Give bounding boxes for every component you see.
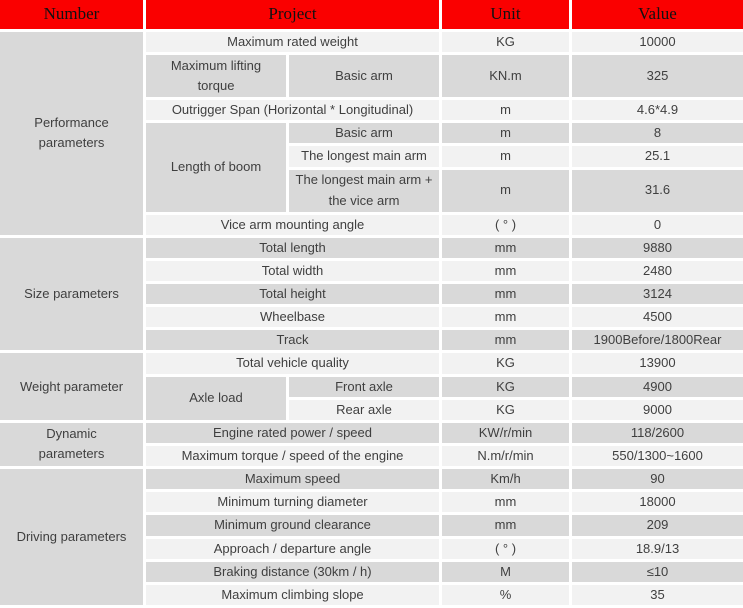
project-cell: Maximum climbing slope xyxy=(146,585,439,605)
table-header-row xyxy=(0,0,743,29)
unit-cell: Km/h xyxy=(442,469,569,489)
project-cell: Total height xyxy=(146,284,439,304)
value-cell: ≤10 xyxy=(572,562,743,582)
unit-cell: mm xyxy=(442,284,569,304)
project-cell: Minimum ground clearance xyxy=(146,515,439,535)
project-cell: Vice arm mounting angle xyxy=(146,215,439,235)
value-cell: 10000 xyxy=(572,32,743,52)
project-cell: Approach / departure angle xyxy=(146,539,439,559)
value-cell: 9000 xyxy=(572,400,743,420)
unit-cell: m xyxy=(442,123,569,143)
value-cell: 4500 xyxy=(572,307,743,327)
value-cell: 118/2600 xyxy=(572,423,743,443)
unit-cell: mm xyxy=(442,330,569,350)
unit-cell: mm xyxy=(442,492,569,512)
unit-cell: KN.m xyxy=(442,55,569,97)
unit-cell: mm xyxy=(442,261,569,281)
column-header-number: Number xyxy=(0,0,143,29)
unit-cell: m xyxy=(442,100,569,120)
unit-cell: % xyxy=(442,585,569,605)
value-cell: 1900Before/1800Rear xyxy=(572,330,743,350)
unit-cell: m xyxy=(442,146,569,166)
value-cell: 550/1300~1600 xyxy=(572,446,743,466)
column-header-unit: Unit xyxy=(442,0,569,29)
value-cell: 18000 xyxy=(572,492,743,512)
unit-cell: KG xyxy=(442,377,569,397)
project-cell: Minimum turning diameter xyxy=(146,492,439,512)
value-cell: 4900 xyxy=(572,377,743,397)
section-label-dynamic: Dynamic parameters xyxy=(0,423,143,466)
unit-cell: KG xyxy=(442,32,569,52)
value-cell: 0 xyxy=(572,215,743,235)
unit-cell: KW/r/min xyxy=(442,423,569,443)
project-cell: Engine rated power / speed xyxy=(146,423,439,443)
project-sub-cell: The longest main arm xyxy=(289,146,439,166)
value-cell: 25.1 xyxy=(572,146,743,166)
value-cell: 9880 xyxy=(572,238,743,258)
unit-cell: mm xyxy=(442,238,569,258)
project-cell: Total width xyxy=(146,261,439,281)
project-sub-cell: Front axle xyxy=(289,377,439,397)
unit-cell: ( ° ) xyxy=(442,215,569,235)
project-cell: Wheelbase xyxy=(146,307,439,327)
value-cell: 8 xyxy=(572,123,743,143)
project-sub-cell: The longest main arm + the vice arm xyxy=(289,170,439,212)
project-group-cell: Length of boom xyxy=(146,123,286,211)
table-row xyxy=(0,353,743,373)
section-label-driving: Driving parameters xyxy=(0,469,143,605)
project-group-cell: Axle load xyxy=(146,377,286,420)
value-cell: 31.6 xyxy=(572,170,743,212)
project-cell: Maximum speed xyxy=(146,469,439,489)
project-cell: Track xyxy=(146,330,439,350)
project-cell: Total vehicle quality xyxy=(146,353,439,373)
project-group-cell: Maximum lifting torque xyxy=(146,55,286,97)
unit-cell: N.m/r/min xyxy=(442,446,569,466)
table-row xyxy=(0,469,743,489)
value-cell: 35 xyxy=(572,585,743,605)
project-sub-cell: Basic arm xyxy=(289,123,439,143)
section-label-size: Size parameters xyxy=(0,238,143,351)
table-row xyxy=(0,32,743,52)
project-sub-cell: Rear axle xyxy=(289,400,439,420)
value-cell: 90 xyxy=(572,469,743,489)
column-header-project: Project xyxy=(146,0,439,29)
value-cell: 13900 xyxy=(572,353,743,373)
section-label-weight: Weight parameter xyxy=(0,353,143,419)
table-row xyxy=(0,423,743,443)
project-cell: Maximum rated weight xyxy=(146,32,439,52)
unit-cell: KG xyxy=(442,353,569,373)
project-cell: Braking distance (30km / h) xyxy=(146,562,439,582)
column-header-value: Value xyxy=(572,0,743,29)
section-label-performance: Performance parameters xyxy=(0,32,143,235)
value-cell: 18.9/13 xyxy=(572,539,743,559)
value-cell: 325 xyxy=(572,55,743,97)
project-sub-cell: Basic arm xyxy=(289,55,439,97)
unit-cell: ( ° ) xyxy=(442,539,569,559)
unit-cell: mm xyxy=(442,307,569,327)
unit-cell: m xyxy=(442,170,569,212)
project-cell: Outrigger Span (Horizontal * Longitudinal) xyxy=(146,100,439,120)
table-row xyxy=(0,238,743,258)
value-cell: 2480 xyxy=(572,261,743,281)
unit-cell: M xyxy=(442,562,569,582)
value-cell: 4.6*4.9 xyxy=(572,100,743,120)
unit-cell: KG xyxy=(442,400,569,420)
value-cell: 3124 xyxy=(572,284,743,304)
value-cell: 209 xyxy=(572,515,743,535)
unit-cell: mm xyxy=(442,515,569,535)
project-cell: Total length xyxy=(146,238,439,258)
project-cell: Maximum torque / speed of the engine xyxy=(146,446,439,466)
